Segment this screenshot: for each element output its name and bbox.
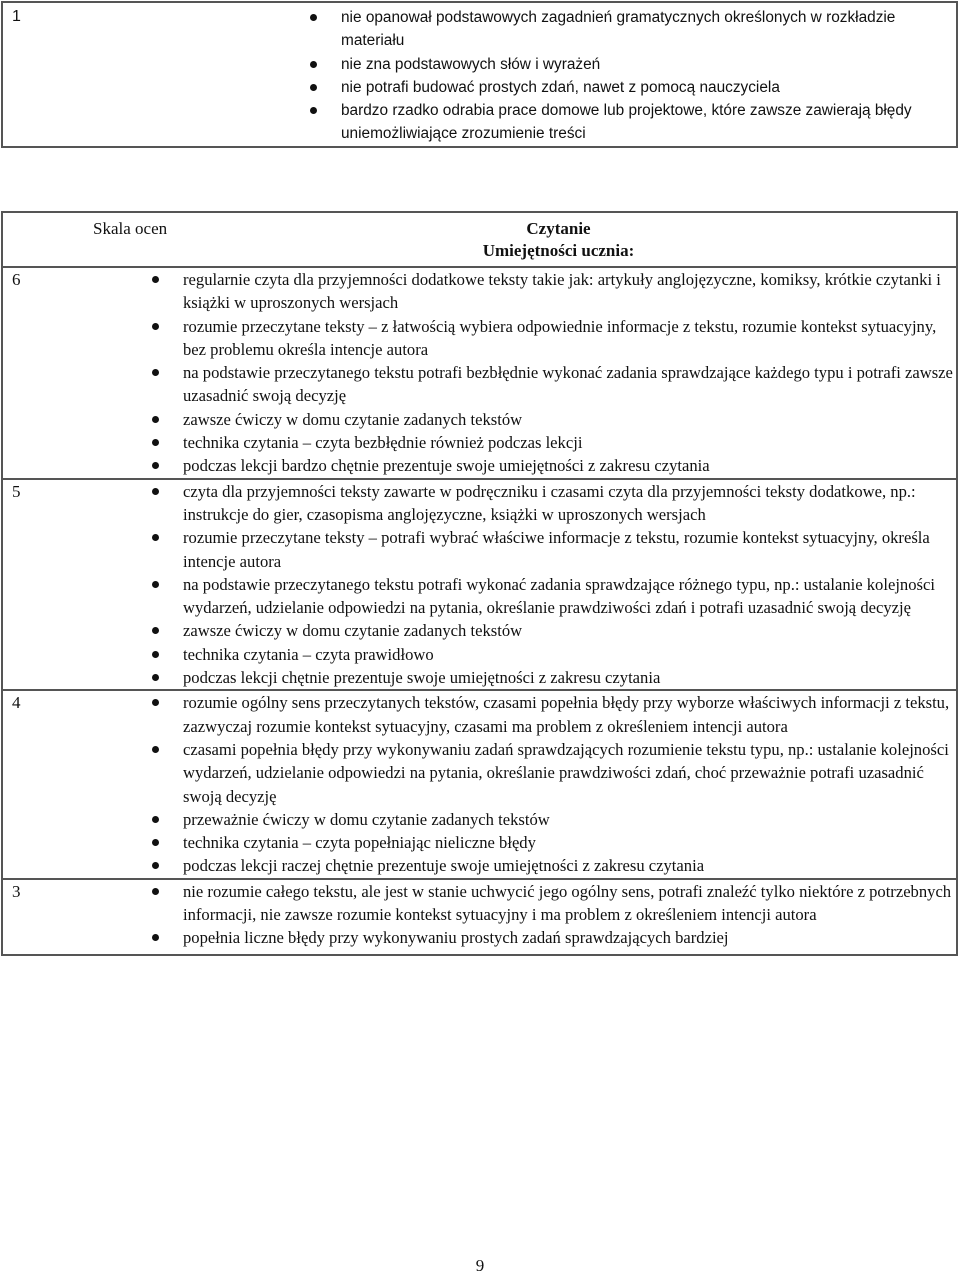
bullet-icon <box>310 14 317 21</box>
list-item <box>183 926 956 949</box>
list-item <box>183 315 956 362</box>
list-item-text: przeważnie ćwiczy w domu czytanie zadanych tekstów <box>183 809 550 829</box>
list-item <box>341 53 956 76</box>
list-item <box>183 573 956 620</box>
bullet-icon <box>152 439 159 446</box>
section-header-cell <box>161 212 957 267</box>
bullet-icon <box>152 323 159 330</box>
grade-row <box>2 879 957 955</box>
bullet-icon <box>310 61 317 68</box>
criteria-list <box>3 268 956 478</box>
criteria-cell <box>161 267 957 479</box>
grade-1-table <box>1 1 958 148</box>
bullet-icon <box>152 651 159 658</box>
list-item <box>183 268 956 315</box>
grade-row <box>2 479 957 691</box>
bullet-icon <box>152 839 159 846</box>
list-item <box>183 619 956 642</box>
list-item-text: technika czytania – czyta popełniając nieliczne błędy <box>183 833 536 853</box>
list-item-text: podczas lekcji bardzo chętnie prezentuje swoje umiejętności z zakresu czytania <box>183 456 710 476</box>
section-subtitle: Umiejętności ucznia: <box>482 241 635 260</box>
list-item-text: podczas lekcji raczej chętnie prezentuje swoje umiejętności z zakresu czytania <box>183 856 705 876</box>
list-item-text: technika czytania – czyta prawidłowo <box>183 644 434 664</box>
criteria-cell <box>161 690 957 878</box>
list-item-text: czyta dla przyjemności teksty zawarte w podręczniku i czasami czyta dla przyjemności teksty dodatkowe, np.: instrukcje do gier, czasopisma anglojęzyczne, książki w uproszonych wersjach <box>183 481 916 524</box>
criteria-cell <box>161 879 957 955</box>
bullet-icon <box>152 746 159 753</box>
list-item-text: czasami popełnia błędy przy wykonywaniu zadań sprawdzających rozumienie tekstu typu, np.: ustalanie kolejności wydarzeń, udzielanie odpowiedzi na pytania, określanie prawdziwości zdań, choć przeważnie potrafi uzasadnić swoją decyzję <box>183 739 949 806</box>
bullet-icon <box>152 581 159 588</box>
criteria-cell <box>161 2 957 147</box>
bullet-icon <box>152 888 159 895</box>
list-item <box>183 408 956 431</box>
bullet-icon <box>152 674 159 681</box>
list-item <box>183 480 956 527</box>
list-item-text: zawsze ćwiczy w domu czytanie zadanych tekstów <box>183 621 523 641</box>
list-item <box>183 691 956 738</box>
criteria-list <box>161 3 956 146</box>
scale-header-cell <box>2 212 168 267</box>
list-item <box>183 643 956 666</box>
list-item <box>183 880 956 927</box>
bullet-icon <box>152 488 159 495</box>
bullet-icon <box>152 416 159 423</box>
list-item-text: nie zna podstawowych słów i wyrażeń <box>341 55 601 73</box>
list-item <box>183 808 956 831</box>
bullet-icon <box>152 534 159 541</box>
list-item-text: nie potrafi budować prostych zdań, nawet z pomocą nauczyciela <box>341 78 780 96</box>
list-item-text: popełnia liczne błędy przy wykonywaniu prostych zadań sprawdzających bardziej <box>183 928 729 948</box>
reading-criteria-table <box>1 211 958 956</box>
list-item <box>341 6 956 53</box>
list-item <box>183 738 956 808</box>
bullet-icon <box>152 369 159 376</box>
bullet-icon <box>310 107 317 114</box>
list-item-text: na podstawie przeczytanego tekstu potrafi bezbłędnie wykonać zadania sprawdzające każdego typu i potrafi zawsze uzasadnić swoją decyzję <box>183 363 953 406</box>
list-item-text: podczas lekcji chętnie prezentuje swoje umiejętności z zakresu czytania <box>183 668 661 688</box>
page-number: 9 <box>475 1256 485 1275</box>
criteria-list <box>3 880 956 950</box>
grade-row <box>2 267 957 479</box>
list-item <box>341 99 956 146</box>
list-item <box>341 76 956 99</box>
list-item-text: bardzo rzadko odrabia prace domowe lub projektowe, które zawsze zawierają błędy uniemożliwiające zrozumienie treści <box>341 102 912 143</box>
bullet-icon <box>152 699 159 706</box>
list-item-text: na podstawie przeczytanego tekstu potrafi wykonać zadania sprawdzające różnego typu, np.: ustalanie kolejności wydarzeń, udzielanie odpowiedzi na pytania, określanie prawdziwości zdań i potrafi uzasadnić swoją decyzję <box>183 574 935 618</box>
criteria-cell <box>161 479 957 691</box>
grade-number: 1 <box>12 8 21 25</box>
list-item <box>183 361 956 408</box>
list-item <box>183 854 956 877</box>
scale-label: Skala ocen <box>93 219 168 238</box>
bullet-icon <box>152 862 159 869</box>
list-item-text: technika czytania – czyta bezbłędnie również podczas lekcji <box>183 433 583 453</box>
bullet-icon <box>310 84 317 91</box>
bullet-icon <box>152 816 159 823</box>
list-item-text: nie rozumie całego tekstu, ale jest w stanie uchwycić jego ogólny sens, potrafi znaleźć tylko niektóre z potrzebnych informacji, nie zawsze rozumie kontekst sytuacyjny i ma problem z określeniem intencji autora <box>183 881 952 925</box>
list-item-text: rozumie przeczytane teksty – z łatwością wybiera odpowiednie informacje z tekstu, rozumie kontekst sytuacyjny, bez problemu określa intencje autora <box>183 316 937 359</box>
list-item <box>183 454 956 477</box>
list-item-text: zawsze ćwiczy w domu czytanie zadanych tekstów <box>183 409 523 429</box>
list-item-text: rozumie ogólny sens przeczytanych tekstów, czasami popełnia błędy przy wyborze właściwych informacji z tekstu, zazwyczaj rozumie kontekst sytuacyjny, czasami ma problem z określeniem intencji autora <box>183 693 950 736</box>
grade-row <box>2 690 957 878</box>
section-title: Czytanie <box>526 219 591 238</box>
list-item-text: rozumie przeczytane teksty – potrafi wybrać właściwe informacje z tekstu, rozumie kontekst sytuacyjny, określa intencje autora <box>183 528 930 571</box>
grade-number: 6 <box>12 270 21 289</box>
list-item-text: nie opanował podstawowych zagadnień gramatycznych określonych w rozkładzie materiału <box>341 9 896 50</box>
grade-number: 4 <box>12 693 21 713</box>
bullet-icon <box>152 627 159 634</box>
grade-number: 3 <box>12 881 21 901</box>
grade-cell <box>2 2 161 147</box>
list-item <box>183 831 956 854</box>
bullet-icon <box>152 934 159 941</box>
list-item-text: regularnie czyta dla przyjemności dodatkowe teksty takie jak: artykuły anglojęzyczne, komiksy, krótkie czytanki i książki w uproszonych wersjach <box>183 270 941 313</box>
list-item <box>183 526 956 573</box>
list-item <box>183 666 956 689</box>
grade-number: 5 <box>12 481 21 501</box>
bullet-icon <box>152 462 159 469</box>
criteria-list <box>3 691 956 877</box>
list-item <box>183 431 956 454</box>
bullet-icon <box>152 276 159 283</box>
criteria-list <box>3 480 956 690</box>
